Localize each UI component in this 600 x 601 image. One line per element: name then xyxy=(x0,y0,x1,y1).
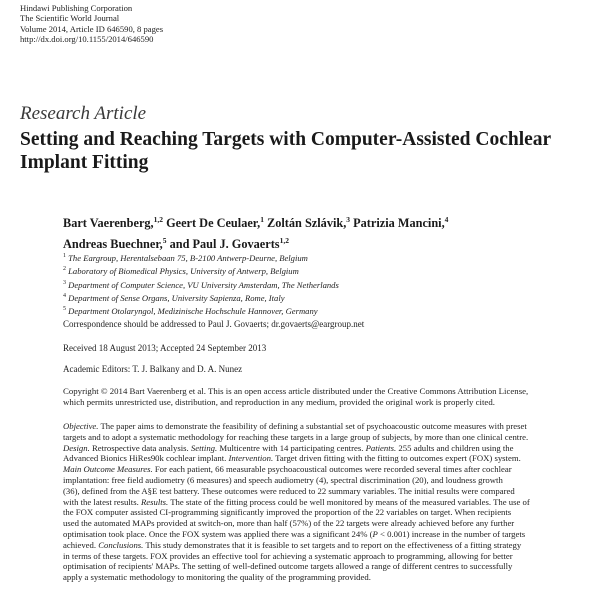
abstract-run: with the latest results. xyxy=(63,496,141,507)
author-name: Patrizia Mancini, xyxy=(353,216,445,231)
affiliation-item xyxy=(63,304,593,317)
affiliation-list xyxy=(63,251,593,317)
abstract-section-label: Objective. xyxy=(63,421,99,431)
abstract-run: apply a systematic methodology to monitoring the quality of the programming provided. xyxy=(63,572,371,583)
copyright-line: which permits unrestricted use, distribution, and reproduction in any medium, provided the original work is properly cited. xyxy=(63,397,495,408)
copyright-notice xyxy=(63,386,595,409)
abstract-run: achieved. xyxy=(63,539,99,550)
author-name: Bart Vaerenberg, xyxy=(63,216,154,231)
author-affil-ref: 3 xyxy=(346,215,351,224)
abstract-section-label: Design. xyxy=(63,442,90,453)
author-name: Geert De Ceulaer, xyxy=(166,216,261,231)
author-list xyxy=(63,211,593,253)
affiliation-text: Department Otolaryngol, Medizinische Hochschule Hannover, Germany xyxy=(68,305,318,316)
abstract-line xyxy=(63,453,597,464)
abstract-run: For each patient, 66 measurable psychoacoustical outcomes were recorded several times after cochlear xyxy=(152,464,512,475)
abstract-run: optimisation took place. Once the FOX system was applied there was a significant 24% ( xyxy=(63,528,373,539)
author-name: and Paul J. Govaerts xyxy=(169,237,280,252)
abstract-run: Target driven fitting with the fitting to outcomes expert (FOX) system. xyxy=(273,453,521,464)
author-affil-ref: 4 xyxy=(444,215,449,224)
author-affil-ref: 1,2 xyxy=(279,236,289,246)
abstract-line xyxy=(63,443,597,454)
abstract-line xyxy=(63,497,597,508)
abstract-section-label: P xyxy=(372,528,378,539)
journal-name: The Scientific World Journal xyxy=(20,13,120,24)
author-affil-ref: 1,2 xyxy=(153,215,163,224)
abstract-line xyxy=(63,572,597,583)
abstract-run: Retrospective data analysis. xyxy=(89,442,191,453)
abstract-line xyxy=(63,518,597,529)
author-name: Andreas Buechner, xyxy=(63,237,163,252)
abstract-line xyxy=(63,561,597,572)
abstract-run: implantation: free field audiometry (6 measures) and speech audiometry (4), spectral discrimination (20), and loudness growth xyxy=(63,474,503,485)
abstract-run: The paper aims to demonstrate the feasibility of defining a substantial set of psychoacoustic outcome measures with preset xyxy=(98,421,527,431)
affiliation-item xyxy=(63,291,593,304)
author-line xyxy=(63,211,593,232)
affiliation-text: Department of Computer Science, VU University Amsterdam, The Netherlands xyxy=(68,279,339,290)
affiliation-number: 1 xyxy=(63,253,66,259)
author-affil-ref: 1 xyxy=(260,215,264,224)
abstract-run: optimisation of recipients' MAPs. The setting of well-defined outcome targets allowed a range of different centres to successfully xyxy=(63,561,513,572)
abstract-run: (36), defined from the A§E test battery. These outcomes were reduced to 22 summary variables. The initial results were compared xyxy=(63,485,515,496)
affiliation-number: 5 xyxy=(63,306,66,313)
abstract-line xyxy=(63,507,597,518)
abstract-line xyxy=(63,486,597,497)
volume-info: Volume 2014, Article ID 646590, 8 pages xyxy=(20,23,164,34)
abstract-run: < 0.001) increase in the number of targets xyxy=(377,528,526,539)
abstract-run: targets and to adopt a systematic methodology for reaching these targets in a large group of subjects, by more than one clinical centre. xyxy=(63,431,529,442)
abstract-run: in terms of these targets. FOX provides an effective tool for achieving a systematic approach to programming, allowing for better xyxy=(63,550,513,561)
copyright-line: Copyright © 2014 Bart Vaerenberg et al. This is an open access article distributed under the Creative Commons Attribution License, xyxy=(63,386,529,396)
abstract-run: This study demonstrates that it is feasible to set targets and to report on the effectiveness of a fitting strategy xyxy=(143,539,522,550)
abstract-section-label: Setting. xyxy=(190,442,218,453)
abstract-section-label: Main Outcome Measures. xyxy=(63,464,153,475)
affiliation-number: 3 xyxy=(63,279,66,286)
academic-editors: Academic Editors: T. J. Balkany and D. A. Nunez xyxy=(63,364,243,374)
affiliation-item xyxy=(63,278,593,291)
author-affil-ref: 5 xyxy=(162,236,167,246)
abstract-line xyxy=(63,432,597,443)
abstract-section-label: Intervention. xyxy=(228,453,274,464)
affiliation-text: Department of Sense Organs, University Sapienza, Rome, Italy xyxy=(68,292,285,303)
correspondence-note: Correspondence should be addressed to Paul J. Govaerts; dr.govaerts@eargroup.net xyxy=(63,319,365,329)
affiliation-text: The Eargroup, Herentalsebaan 75, B-2100 Antwerp-Deurne, Belgium xyxy=(68,252,308,263)
affiliation-number: 4 xyxy=(63,292,66,299)
doi-link[interactable]: http://dx.doi.org/10.1155/2014/646590 xyxy=(20,34,154,45)
title-line: Setting and Reaching Targets with Computer-Assisted Cochlear xyxy=(20,129,552,150)
abstract-section-label: Patients. xyxy=(365,442,397,453)
abstract-line xyxy=(63,464,597,475)
abstract-line xyxy=(63,551,597,562)
title-line: Implant Fitting xyxy=(20,152,149,173)
abstract-line xyxy=(63,421,597,432)
abstract-run: Multicentre with 14 participating centres. xyxy=(217,442,366,453)
received-accepted-dates: Received 18 August 2013; Accepted 24 September 2013 xyxy=(63,343,267,353)
article-type: Research Article xyxy=(20,103,147,124)
paper-title xyxy=(20,128,590,174)
abstract-line xyxy=(63,475,597,486)
affiliation-item xyxy=(63,264,593,277)
abstract-text xyxy=(63,421,597,583)
abstract-run: Advanced Bionics HiRes90k cochlear implant. xyxy=(63,453,229,464)
affiliation-item xyxy=(63,251,593,264)
journal-header xyxy=(20,3,163,45)
abstract-run: the FOX computer assisted CI-programming significantly improved the proportion of the 22 variables on target. When recipients xyxy=(63,507,512,518)
author-name: Zoltán Szlávik, xyxy=(267,216,347,231)
abstract-section-label: Conclusions. xyxy=(98,539,144,550)
publisher-name: Hindawi Publishing Corporation xyxy=(20,3,133,13)
abstract-run: The state of the fitting process could be well monitored by means of the measured variables. The use of xyxy=(168,496,530,507)
affiliation-text: Laboratory of Biomedical Physics, University of Antwerp, Belgium xyxy=(68,266,299,277)
abstract-run: 255 adults and children using the xyxy=(396,442,514,453)
abstract-section-label: Results. xyxy=(140,496,169,507)
affiliation-number: 2 xyxy=(63,266,66,273)
abstract-line xyxy=(63,529,597,540)
abstract-line xyxy=(63,540,597,551)
abstract-run: used the automated MAPs provided at switch-on, more than half (57%) of the 22 targets were already achieved before any further xyxy=(63,518,515,529)
